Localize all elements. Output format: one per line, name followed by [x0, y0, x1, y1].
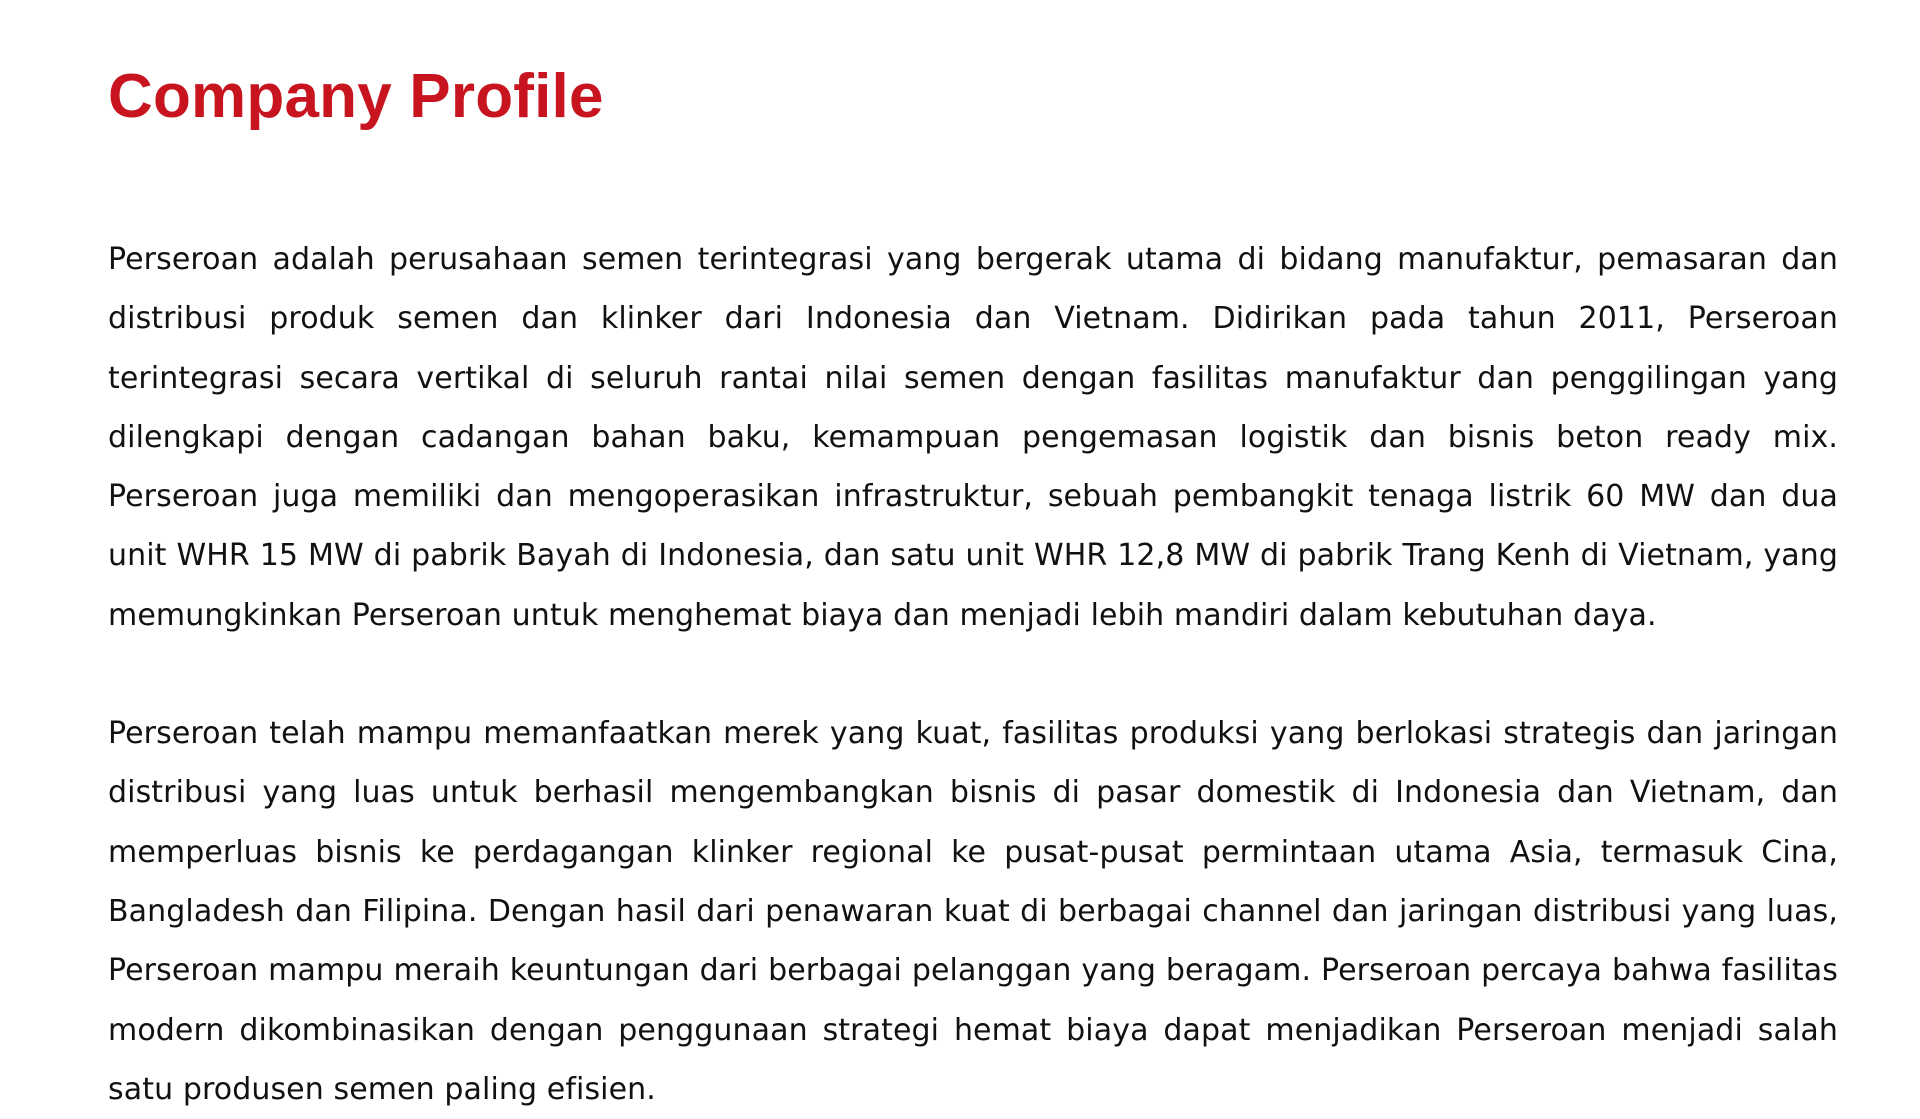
profile-content — [108, 230, 1838, 1119]
profile-paragraph-1: Perseroan adalah perusahaan semen terintegrasi yang bergerak utama di bidang manufaktur, pemasaran dan distribusi produk semen dan klinker dari Indonesia dan Vietnam. Didirikan pada tahun 2011, Perseroan terintegrasi secara vertikal di seluruh rantai nilai semen dengan fasilitas manufaktur dan penggilingan yang dilengkapi dengan cadangan bahan baku, kemampuan pengemasan logistik dan bisnis beton ready mix. Perseroan juga memiliki dan mengoperasikan infrastruktur, sebuah pembangkit tenaga listrik 60 MW dan dua unit WHR 15 MW di pabrik Bayah di Indonesia, dan satu unit WHR 12,8 MW di pabrik Trang Kenh di Vietnam, yang memungkinkan Perseroan untuk menghemat biaya dan menjadi lebih mandiri dalam kebutuhan daya. — [108, 242, 1838, 633]
profile-paragraph-2: Perseroan telah mampu memanfaatkan merek yang kuat, fasilitas produksi yang berlokasi strategis dan jaringan distribusi yang luas untuk berhasil mengembangkan bisnis di pasar domestik di Indonesia dan Vietnam, dan memperluas bisnis ke perdagangan klinker regional ke pusat-pusat permintaan utama Asia, termasuk Cina, Bangladesh dan Filipina. Dengan hasil dari penawaran kuat di berbagai channel dan jaringan distribusi yang luas, Perseroan mampu meraih keuntungan dari berbagai pelanggan yang beragam. Perseroan percaya bahwa fasilitas modern dikombinasikan dengan penggunaan strategi hemat biaya dapat menjadikan Perseroan menjadi salah satu produsen semen paling efisien. — [108, 716, 1838, 1107]
page-title: Company Profile — [108, 62, 604, 131]
